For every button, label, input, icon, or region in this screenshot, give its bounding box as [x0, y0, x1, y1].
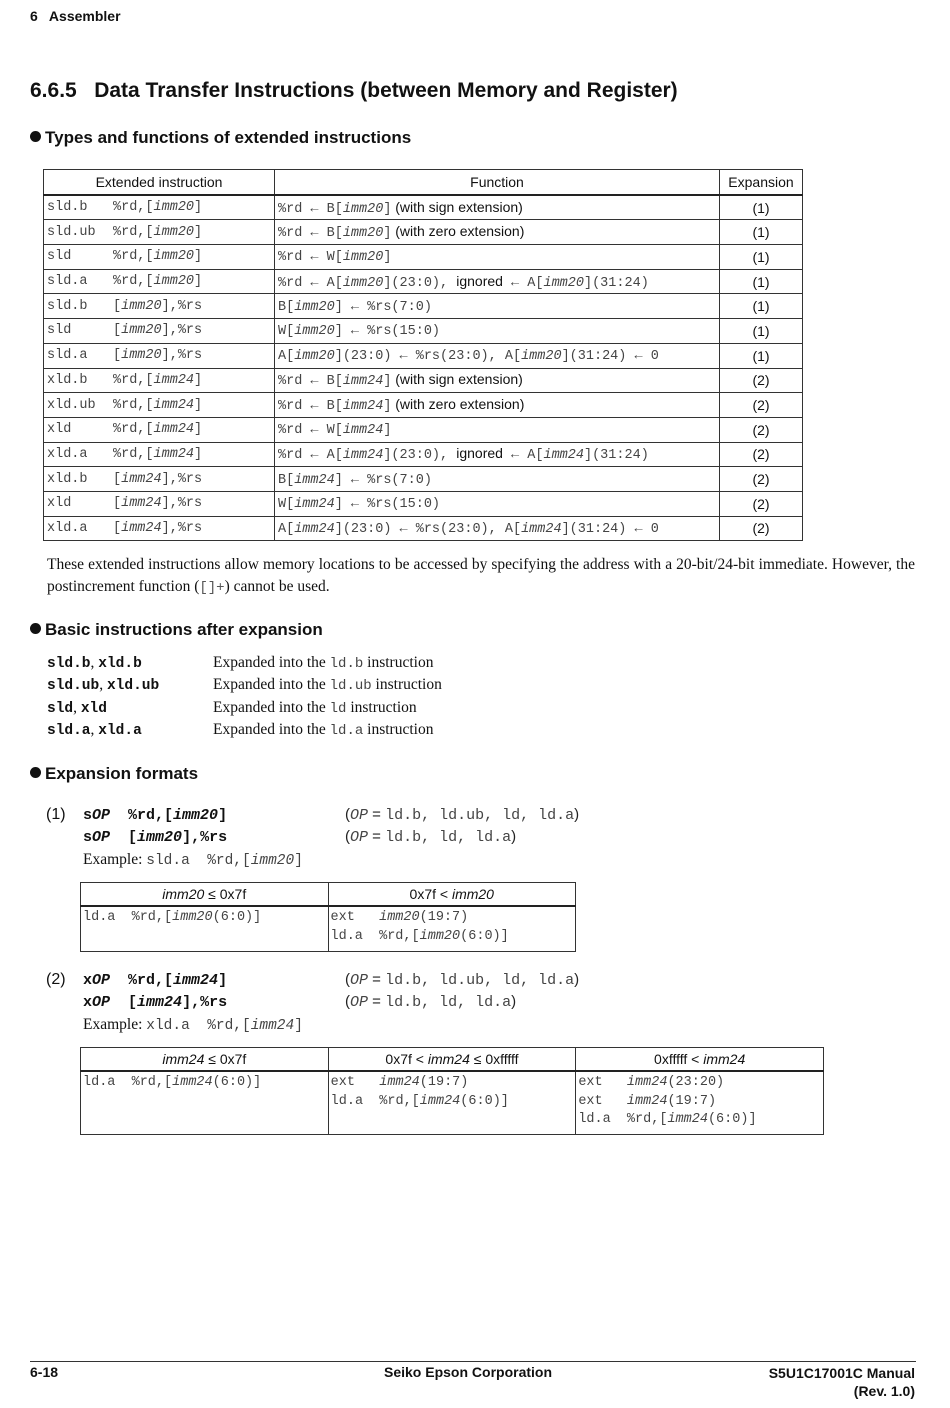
- expansion-cell: (2): [720, 393, 803, 418]
- extended-instruction-table: [43, 169, 803, 541]
- function-cell: [275, 467, 720, 492]
- function-cell: [275, 294, 720, 319]
- instruction-cell: [44, 516, 275, 541]
- function-cell: [275, 417, 720, 442]
- instruction-op: xld.b: [47, 372, 88, 388]
- table-row: [44, 195, 803, 220]
- formats-heading: [30, 764, 198, 784]
- footer-page-number: 6-18: [30, 1364, 59, 1380]
- footer-manual: [769, 1364, 915, 1400]
- para-code: []+: [199, 580, 225, 596]
- instruction-cell: [44, 245, 275, 270]
- function-expr: A[imm20](23:0) ← %rs(23:0), A[imm20](31:24) ← 0: [278, 349, 659, 365]
- instruction-cell: [44, 220, 275, 245]
- instruction-cell: [44, 393, 275, 418]
- instruction-cell: [44, 417, 275, 442]
- instruction-args: %rd,[imm24]: [113, 422, 203, 438]
- expansion-cell: (1): [720, 294, 803, 319]
- table-row: [44, 393, 803, 418]
- footer-divider: [30, 1361, 916, 1362]
- function-note: (with sign extension): [395, 371, 523, 388]
- instruction-op: sld: [47, 249, 72, 265]
- table-row: [44, 245, 803, 270]
- instruction-op: sld.ub: [47, 224, 96, 240]
- format-2-cell: ld.a %rd,[imm24(6:0)]: [81, 1071, 329, 1135]
- format-1-condition-2: (OP = ld.b, ld, ld.a): [345, 828, 517, 846]
- format-2-line-2: xOP [imm24],%rs: [83, 994, 228, 1011]
- basic-instruction-names: sld.ub, xld.ub: [47, 676, 160, 695]
- table-row: [44, 491, 803, 516]
- footer-corporation: Seiko Epson Corporation: [384, 1364, 553, 1380]
- basic-instruction-names: sld, xld: [47, 698, 107, 717]
- expansion-cell: (1): [720, 343, 803, 368]
- instruction-op: xld: [47, 422, 72, 438]
- formats-heading-text: Expansion formats: [45, 764, 199, 783]
- format-1-condition-1: (OP = ld.b, ld.ub, ld, ld.a): [345, 806, 580, 824]
- footer-manual-title: S5U1C17001C Manual: [768, 1365, 915, 1381]
- instruction-cell: [44, 467, 275, 492]
- section-title: 6.6.5 Data Transfer Instructions (between Memory and Register): [30, 79, 678, 102]
- instruction-op: xld.ub: [47, 397, 96, 413]
- basic-instruction-desc: Expanded into the ld.ub instruction: [213, 676, 442, 695]
- instruction-args: [imm24],%rs: [113, 471, 203, 487]
- instruction-op: sld: [47, 323, 72, 339]
- function-expr: B[imm20] ← %rs(7:0): [278, 299, 432, 315]
- expansion-cell: (2): [720, 417, 803, 442]
- format-2-number: (2): [46, 971, 66, 988]
- basic-instruction-row: [47, 676, 442, 694]
- bullet-icon: [30, 623, 41, 634]
- basic-instruction-desc: Expanded into the ld.a instruction: [213, 720, 434, 739]
- example-label: Example:: [83, 851, 147, 868]
- function-note: (with sign extension): [395, 198, 523, 215]
- instruction-args: %rd,[imm20]: [113, 200, 203, 216]
- function-expr: %rd ← B[imm24]: [278, 374, 392, 390]
- instruction-args: %rd,[imm20]: [113, 249, 203, 265]
- instruction-cell: [44, 294, 275, 319]
- description-paragraph: [47, 554, 915, 599]
- types-heading: [30, 128, 411, 148]
- instruction-cell: [44, 442, 275, 467]
- format-1-cell: ld.a %rd,[imm20(6:0)]: [81, 906, 329, 952]
- instruction-args: [imm20],%rs: [113, 298, 203, 314]
- instruction-args: %rd,[imm24]: [113, 446, 203, 462]
- function-expr: %rd ← W[imm20]: [278, 250, 392, 266]
- instruction-args: %rd,[imm24]: [113, 372, 203, 388]
- function-expr: W[imm20] ← %rs(15:0): [278, 324, 441, 340]
- format-2-line-1: xOP %rd,[imm24]: [83, 972, 228, 989]
- format-2-header: 0xfffff < imm24: [576, 1048, 824, 1072]
- instruction-cell: [44, 195, 275, 220]
- basic-heading-text: Basic instructions after expansion: [45, 620, 323, 639]
- instruction-cell: [44, 368, 275, 393]
- format-2-body-row: [81, 1071, 824, 1135]
- format-1-line-2: sOP [imm20],%rs: [83, 829, 228, 846]
- table-row: [44, 294, 803, 319]
- basic-instruction-names: sld.a, xld.a: [47, 720, 142, 739]
- types-heading-text: Types and functions of extended instructions: [45, 128, 412, 147]
- example-label: Example:: [83, 1016, 147, 1033]
- table-row: [44, 516, 803, 541]
- format-1-number: (1): [46, 806, 66, 823]
- function-cell: [275, 368, 720, 393]
- basic-heading: [30, 620, 323, 640]
- running-header: 6 Assembler: [30, 8, 121, 24]
- bullet-icon: [30, 767, 41, 778]
- format-1-header: imm20 ≤ 0x7f: [81, 883, 329, 907]
- instruction-args: %rd,[imm24]: [113, 397, 203, 413]
- instruction-cell: [44, 319, 275, 344]
- format-2-header: imm24 ≤ 0x7f: [81, 1048, 329, 1072]
- basic-instruction-names: sld.b, xld.b: [47, 654, 142, 672]
- col-expansion: Expansion: [720, 170, 803, 195]
- table-row: [44, 319, 803, 344]
- instruction-cell: [44, 343, 275, 368]
- basic-instruction-desc: Expanded into the ld instruction: [213, 698, 417, 717]
- format-2-condition-1: (OP = ld.b, ld.ub, ld, ld.a): [345, 971, 580, 989]
- function-cell: [275, 319, 720, 344]
- function-expr: %rd ← B[imm20]: [278, 226, 392, 242]
- expansion-cell: (1): [720, 195, 803, 220]
- function-cell: [275, 491, 720, 516]
- function-expr: W[imm24] ← %rs(15:0): [278, 497, 441, 513]
- function-cell: [275, 442, 720, 467]
- table-row: [44, 343, 803, 368]
- instruction-op: sld.b: [47, 200, 88, 216]
- example-code: xld.a %rd,[imm24]: [146, 1018, 303, 1034]
- basic-instruction-row: [47, 721, 433, 739]
- function-cell: [275, 195, 720, 220]
- col-extended-instruction: Extended instruction: [44, 170, 275, 195]
- instruction-op: xld: [47, 496, 72, 512]
- function-cell: [275, 516, 720, 541]
- format-2-header: 0x7f < imm24 ≤ 0xfffff: [328, 1048, 576, 1072]
- format-2-example: [83, 1016, 303, 1034]
- format-2-header-row: [81, 1048, 824, 1072]
- function-cell: [275, 245, 720, 270]
- table-row: [44, 368, 803, 393]
- instruction-args: %rd,[imm20]: [113, 274, 203, 290]
- instruction-args: %rd,[imm20]: [113, 224, 203, 240]
- expansion-cell: (2): [720, 491, 803, 516]
- para-text-1: These extended instructions allow memory locations to be accessed by specifying the address with a 20-bit/24-bit immediate. However, the postincrement function (: [47, 556, 915, 595]
- instruction-args: [imm20],%rs: [113, 323, 203, 339]
- expansion-cell: (1): [720, 245, 803, 270]
- instruction-args: [imm24],%rs: [113, 520, 203, 536]
- function-expr: A[imm24](23:0) ← %rs(23:0), A[imm24](31:24) ← 0: [278, 521, 659, 537]
- table-header-row: [44, 170, 803, 195]
- instruction-op: sld.a: [47, 348, 88, 364]
- format-1-table: [80, 882, 576, 952]
- function-cell: [275, 269, 720, 294]
- function-expr: %rd ← W[imm24]: [278, 423, 392, 439]
- format-1-header-row: [81, 883, 576, 907]
- expansion-cell: (2): [720, 368, 803, 393]
- expansion-cell: (2): [720, 516, 803, 541]
- format-1-line-1: sOP %rd,[imm20]: [83, 807, 228, 824]
- instruction-args: [imm24],%rs: [113, 496, 203, 512]
- expansion-cell: (2): [720, 467, 803, 492]
- basic-instruction-row: [47, 654, 433, 672]
- format-2-cell: ext imm24(23:20) ext imm24(19:7) ld.a %rd,[imm24(6:0)]: [576, 1071, 824, 1135]
- function-note: (with zero extension): [395, 223, 525, 240]
- format-2-cell: ext imm24(19:7) ld.a %rd,[imm24(6:0)]: [328, 1071, 576, 1135]
- instruction-op: sld.b: [47, 298, 88, 314]
- function-note: (with zero extension): [395, 396, 525, 413]
- instruction-cell: [44, 269, 275, 294]
- function-expr: %rd ← A[imm20](23:0), ignored ← A[imm20](31:24): [278, 272, 649, 291]
- table-row: [44, 467, 803, 492]
- table-row: [44, 269, 803, 294]
- basic-instruction-row: [47, 699, 417, 717]
- format-1-cell: ext imm20(19:7) ld.a %rd,[imm20(6:0)]: [328, 906, 576, 952]
- basic-instruction-desc: Expanded into the ld.b instruction: [213, 654, 434, 672]
- function-expr: %rd ← B[imm24]: [278, 399, 392, 415]
- instruction-op: xld.a: [47, 520, 88, 536]
- function-cell: [275, 220, 720, 245]
- format-2-table: [80, 1047, 824, 1135]
- footer-revision: (Rev. 1.0): [853, 1383, 915, 1399]
- expansion-cell: (1): [720, 269, 803, 294]
- table-row: [44, 220, 803, 245]
- instruction-op: xld.a: [47, 446, 88, 462]
- function-expr: %rd ← B[imm20]: [278, 201, 392, 217]
- col-function: Function: [275, 170, 720, 195]
- format-1-header: 0x7f < imm20: [328, 883, 576, 907]
- format-2-condition-2: (OP = ld.b, ld, ld.a): [345, 993, 517, 1011]
- function-cell: [275, 393, 720, 418]
- instruction-op: sld.a: [47, 274, 88, 290]
- table-row: [44, 417, 803, 442]
- example-code: sld.a %rd,[imm20]: [146, 853, 303, 869]
- instruction-args: [imm20],%rs: [113, 348, 203, 364]
- function-expr: B[imm24] ← %rs(7:0): [278, 472, 432, 488]
- para-text-2: ) cannot be used.: [224, 578, 330, 595]
- format-1-example: [83, 851, 303, 869]
- bullet-icon: [30, 131, 41, 142]
- instruction-cell: [44, 491, 275, 516]
- function-expr: %rd ← A[imm24](23:0), ignored ← A[imm24](31:24): [278, 445, 649, 464]
- table-row: [44, 442, 803, 467]
- instruction-op: xld.b: [47, 471, 88, 487]
- function-cell: [275, 343, 720, 368]
- format-1-body-row: [81, 906, 576, 952]
- expansion-cell: (1): [720, 319, 803, 344]
- expansion-cell: (1): [720, 220, 803, 245]
- expansion-cell: (2): [720, 442, 803, 467]
